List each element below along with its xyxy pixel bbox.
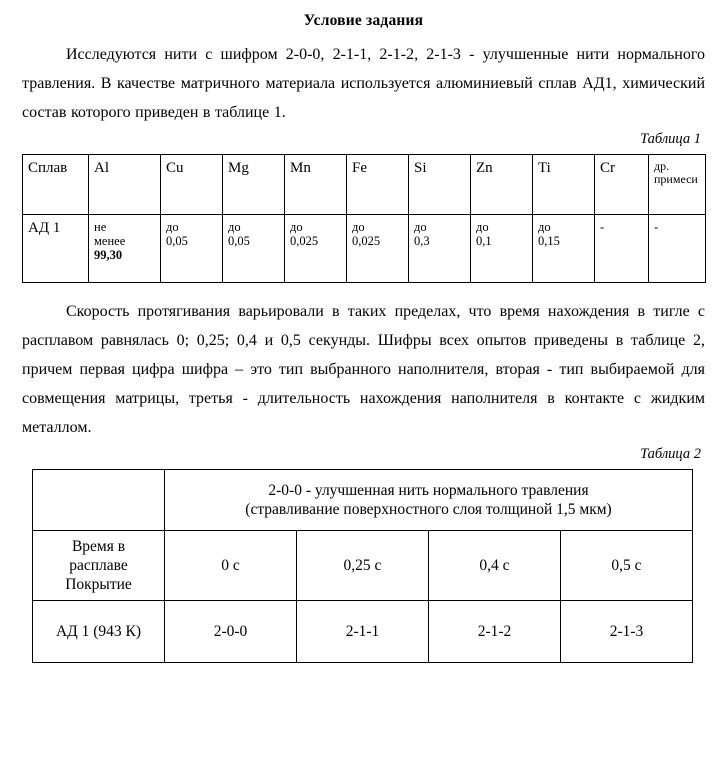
mn-value: 0,025 [290, 234, 319, 248]
mg-value: 0,05 [228, 234, 250, 248]
ti-prefix: до [538, 220, 551, 234]
table-row-header [23, 155, 706, 215]
cell-ti [533, 215, 595, 283]
th-si: Si [409, 155, 471, 215]
table1-caption: Таблица 1 [640, 131, 701, 147]
cell-si [409, 215, 471, 283]
cell-zn [471, 215, 533, 283]
table2-wrapper [22, 469, 705, 663]
corner-line-2: расплаве [69, 557, 128, 574]
th-zn: Zn [471, 155, 533, 215]
corner-cell-labels [33, 531, 165, 601]
cell-al [89, 215, 161, 283]
fe-value: 0,025 [352, 234, 381, 248]
cell-other-impurities: - [649, 215, 706, 283]
cu-value: 0,05 [166, 234, 188, 248]
code-cell-0: 2-0-0 [165, 601, 297, 663]
al-line-2: менее [94, 234, 126, 248]
al-line-1: не [94, 220, 107, 234]
th-mg: Mg [223, 155, 285, 215]
paragraph-2: Скорость протягивания варьировали в таких пределах, что время нахождения в тигле с расплавом равнялась 0; 0,25; 0,4 и 0,5 секунды. Шифры всех опытов приведены в таблице 2, причем первая цифра шифра – это тип выбранного наполнителя, вторая - тип выбираемой для совмещения матрицы, третья - длительность нахождения наполнителя в контакте с жидким металлом. [22, 303, 705, 436]
corner-cell-empty [33, 470, 165, 531]
table-row-times [33, 531, 693, 601]
corner-line-3: Покрытие [65, 576, 132, 593]
cell-mg [223, 215, 285, 283]
time-cell-0: 0 с [165, 531, 297, 601]
table2-caption: Таблица 2 [640, 446, 701, 462]
th-other-impurities: др. примеси [649, 155, 706, 215]
corner-line-1: Время в [71, 538, 126, 555]
th-alloy: Сплав [23, 155, 89, 215]
table-row-header [33, 470, 693, 531]
cell-fe [347, 215, 409, 283]
alloy-composition-table [22, 154, 706, 283]
th-cu: Cu [161, 155, 223, 215]
th-mn: Mn [285, 155, 347, 215]
ti-value: 0,15 [538, 234, 560, 248]
th-cr: Cr [595, 155, 649, 215]
header-line-1: 2-0-0 - улучшенная нить нормального травления [268, 482, 589, 499]
header-line-2: (стравливание поверхностного слоя толщиной 1,5 мкм) [245, 501, 612, 518]
code-cell-2: 2-1-2 [429, 601, 561, 663]
mn-prefix: до [290, 220, 303, 234]
header-thread-description [165, 470, 693, 531]
si-value: 0,3 [414, 234, 430, 248]
th-al: Al [89, 155, 161, 215]
table-row [23, 215, 706, 283]
si-prefix: до [414, 220, 427, 234]
al-value: 99,30 [94, 248, 123, 262]
zn-prefix: до [476, 220, 489, 234]
cell-mn [285, 215, 347, 283]
th-fe: Fe [347, 155, 409, 215]
zn-value: 0,1 [476, 234, 492, 248]
cu-prefix: до [166, 220, 179, 234]
time-cell-3: 0,5 с [561, 531, 693, 601]
experiment-codes-table [32, 469, 693, 663]
spacer [22, 283, 705, 297]
paragraph-1: Исследуются нити с шифром 2-0-0, 2-1-1, 2-1-2, 2-1-3 - улучшенные нити нормального травления. В качестве матричного материала используется алюминиевый сплав АД1, химический состав которого приведен в таблице 1. [22, 46, 705, 121]
code-cell-3: 2-1-3 [561, 601, 693, 663]
time-cell-2: 0,4 с [429, 531, 561, 601]
code-cell-1: 2-1-1 [297, 601, 429, 663]
cell-alloy-name: АД 1 [23, 215, 89, 283]
cell-cr: - [595, 215, 649, 283]
time-cell-1: 0,25 с [297, 531, 429, 601]
cell-cu [161, 215, 223, 283]
row-label-alloy: АД 1 (943 К) [33, 601, 165, 663]
table-row [33, 601, 693, 663]
th-ti: Ti [533, 155, 595, 215]
fe-prefix: до [352, 220, 365, 234]
page-title: Условие задания [303, 12, 424, 29]
mg-prefix: до [228, 220, 241, 234]
